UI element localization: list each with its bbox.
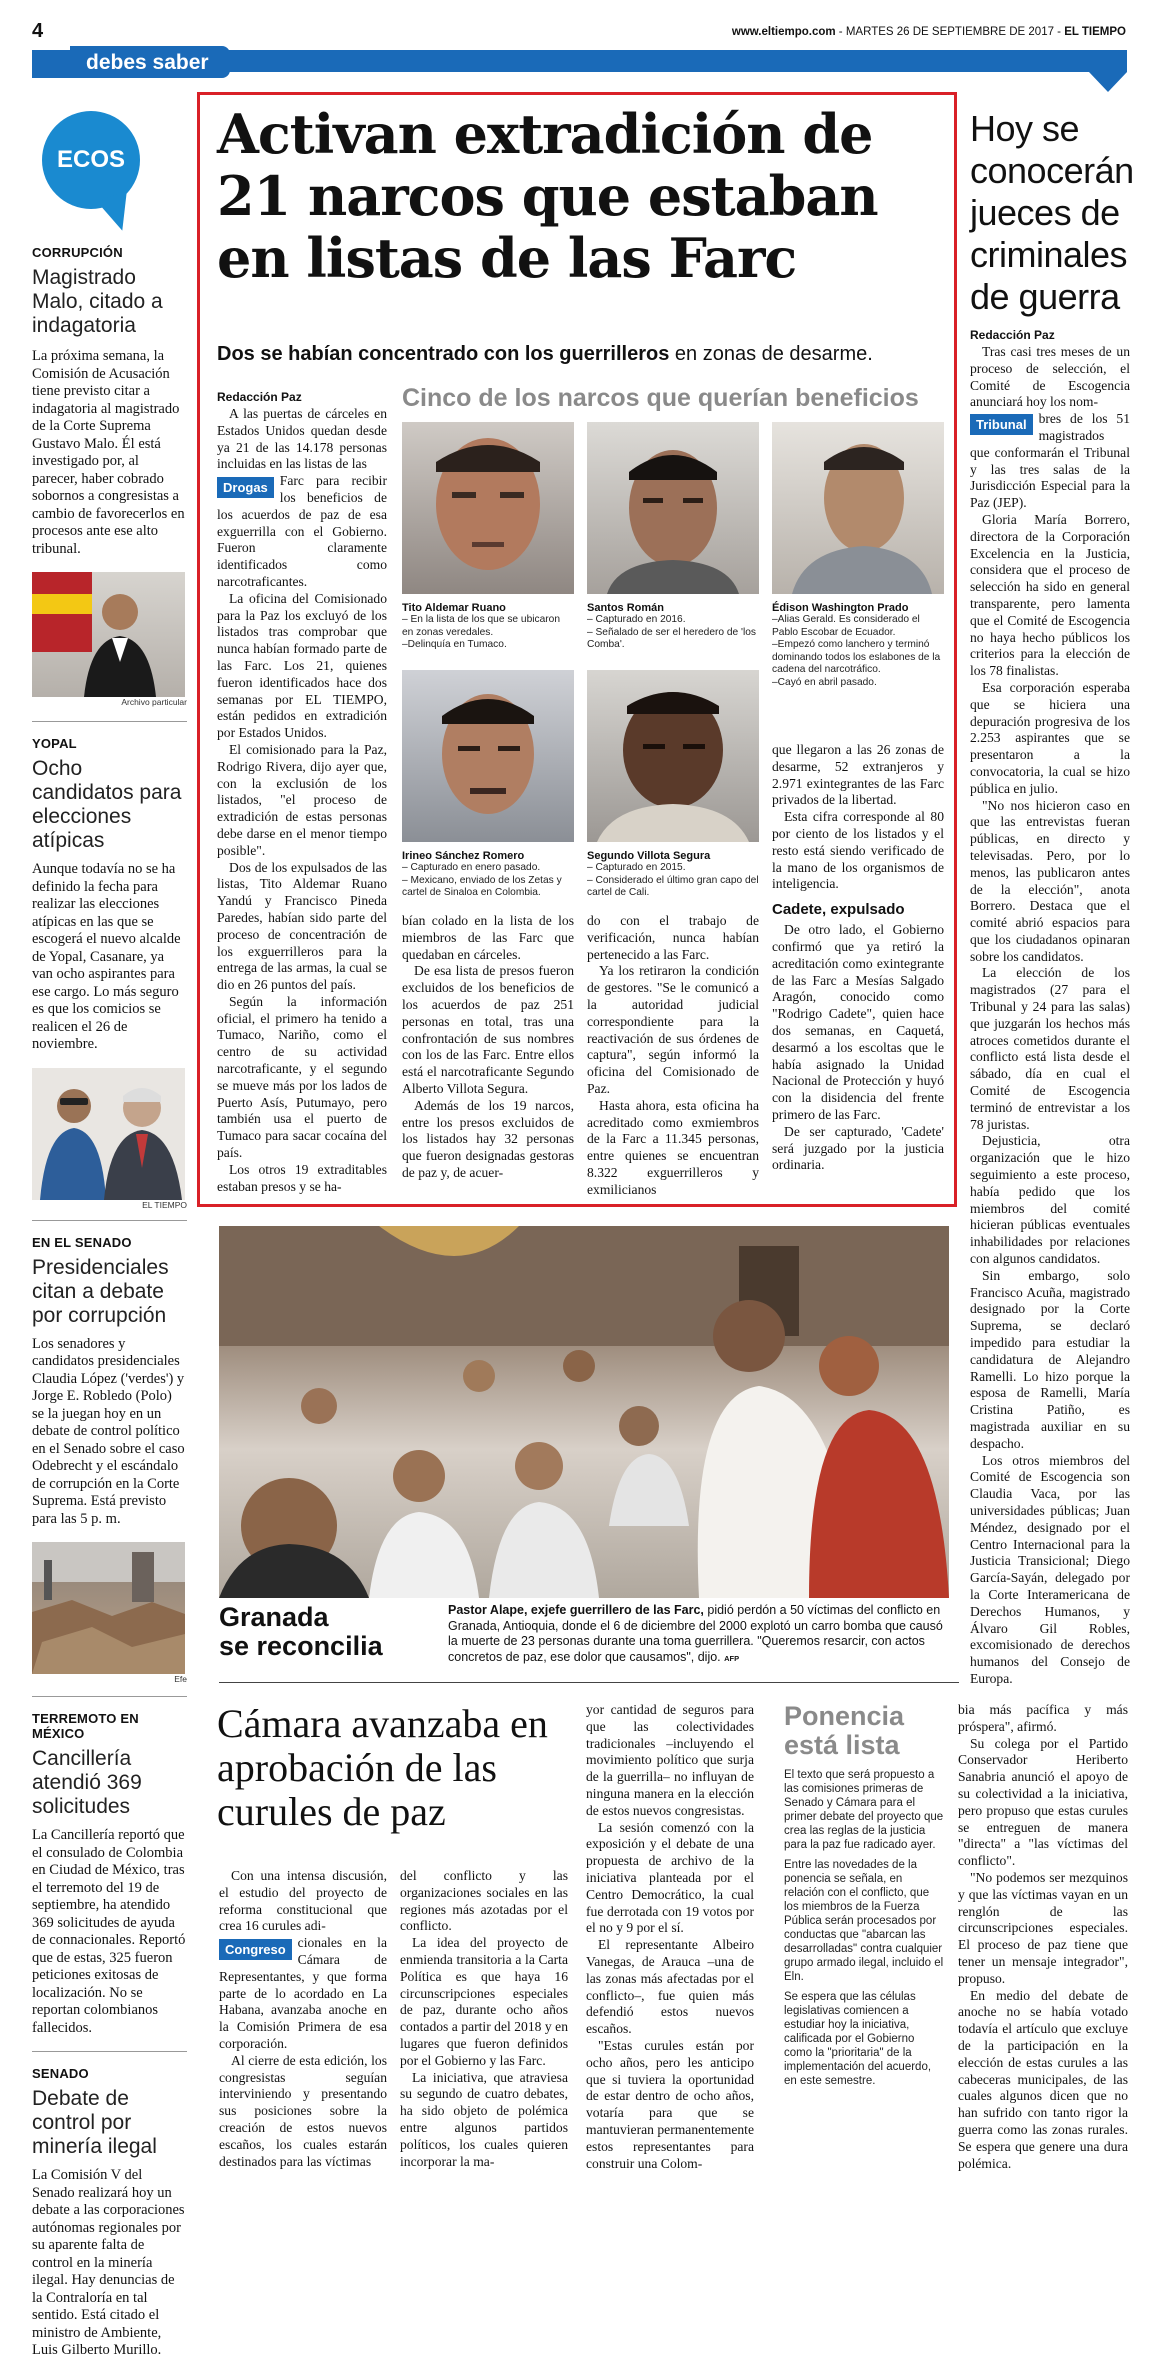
- brief-text: Aunque todavía no se ha definido la fecha para realizar las elecciones atípicas en las que se escogerá el nuevo alcalde de Yopal, Casanare, ya van ocho aspirantes para ese cargo. Lo más seguro es que los comicios se realicen el 26 de noviembre.: [32, 861, 181, 1052]
- divider: [219, 1682, 959, 1683]
- caption-text: pidió perdón a 50 víctimas del conflicto en Granada, Antioquia, donde el 6 de diciembre del 2000 explotó un carro bomba que causó la muerte de 23 personas durante una toma guerrillera. "Queremos resarcir, con actos concretos de paz, ese dolor que causamos", dijo.: [448, 1603, 943, 1664]
- bottom-col-1: [219, 1868, 387, 2170]
- paragraph: "No nos hicieron caso en que las entrevistas fueran públicas, en directo y televisadas. Pero, por lo menos, las publicaron antes de la elección", anota Borrero. Destaca que el comité abrió espacios para que los ciudadanos opinaran sobre los candidatos.: [970, 797, 1130, 964]
- paragraph: Esta cifra corresponde al 80 por ciento de los listados y el resto está siendo verificado de la mano de los organismos de inteligencia.: [772, 809, 944, 892]
- paragraph: bres de los 51 magistrados: [1038, 411, 1130, 443]
- narco-name: Segundo Villota Segura: [587, 850, 711, 862]
- paragraph: que llegaron a las 26 zonas de desarme, 52 extranjeros y 2.971 exintegrantes de las Farc privados de la libertad.: [772, 742, 944, 808]
- issue-date: MARTES 26 DE SEPTIEMBRE DE 2017: [845, 26, 1054, 38]
- narco-card: [587, 422, 759, 652]
- granada-photo: [219, 1226, 949, 1598]
- granada-caption: [448, 1603, 948, 1666]
- paragraph: A las puertas de cárceles en Estados Unidos quedan desde ya 21 de las 14.178 personas incluidas en las listas de las: [217, 406, 387, 472]
- narco-face-art: [587, 670, 759, 842]
- narco-card: [772, 422, 944, 689]
- paragraph: Ya los retiraron la condición de gestores. "Se le comunicó a la autoridad judicial correspondiente para la reactivación de sus órdenes de captura", según informó la oficina del Comisionado de Paz.: [587, 963, 759, 1096]
- paragraph: La elección de los magistrados (27 para el Tribunal y 24 para las salas) que juzgarán los hechos más atroces cometidos durante el conflicto está lista desde el sábado, día en cual el Comité de Escogencia terminó de entrevistar a los 78 juristas.: [970, 965, 1130, 1132]
- paragraph: Se espera que las células legislativas comiencen a estudiar hoy la iniciativa, calificada por el Gobierno como la "prioritaria" de la implementación del acuerdo, en este semestre.: [784, 1991, 932, 2087]
- paragraph: Su colega por el Partido Conservador Heriberto Sanabria anunció el apoyo de su colectividad a la iniciativa, pero propuso que estas curules se entreguen de manera "directa" a "las víctimas del conflicto".: [958, 1735, 1128, 1869]
- brief-text: La próxima semana, la Comisión de Acusación tiene previsto citar a indagatoria al magistrado de la Corte Suprema Gustavo Malo. Él está investigado por, al parecer, haber cobrado sobornos a congresistas a cambio de favorecerlos en procesos ante ese alto tribunal.: [32, 348, 185, 557]
- right-story: [970, 108, 1134, 1688]
- brief-headline: Presidenciales citan a debate por corrupción: [32, 1255, 169, 1327]
- paragraph: bia más pacífica y más próspera", afirmó.: [958, 1702, 1128, 1734]
- paragraph: De esa lista de presos fueron excluidos de los beneficios de los acuerdos de paz 251 personas en total, tras una confrontación de sus nombres con los de las Farc. Entre ellos está el narcotraficante Segundo Alberto Villota Segura.: [402, 963, 574, 1096]
- paragraph: De otro lado, el Gobierno confirmó que ya retiró la acreditación como exintegrante de las Farc a Mesías Salgado Aragón, conocido como "Rodrigo Cadete", quien hace dos semanas, en Caquetá, desarmó a los escoltas que le había asignado la Unidad Nacional de Protección y huyó con la disidencia del frente primero de las Farc.: [772, 922, 944, 1122]
- main-col-1: [217, 390, 387, 1195]
- paragraph: do con el trabajo de verificación, nunca habían pertenecido a las Farc.: [587, 913, 759, 962]
- narco-photo: [402, 670, 574, 842]
- subhead: Cadete, expulsado: [772, 901, 905, 919]
- paragraph: Dos de los expulsados de las listas, Tito Aldemar Ruano Yandú y Francisco Pineda Paredes, habían sido parte del proceso de concentración de los exguerrilleros para la entrega de las armas, la cual se dio en 26 puntos del país.: [217, 859, 387, 993]
- main-byline: Redacción Paz: [217, 390, 302, 404]
- divider: [32, 721, 187, 722]
- granada-photo-art: [219, 1226, 949, 1598]
- earthquake-photo-art: [32, 1542, 185, 1674]
- narco-card: [587, 670, 759, 900]
- deck-rest: en zonas de desarme.: [669, 343, 873, 365]
- narco-name: Tito Aldemar Ruano: [402, 602, 506, 614]
- section-tab: debes saber: [70, 46, 230, 78]
- deck-bold: Dos se habían concentrado con los guerrilleros: [217, 343, 670, 365]
- paragraph: bían colado en la lista de los miembros de las Farc que quedaban en cárceles.: [402, 913, 574, 962]
- photo-credit: EL TIEMPO: [142, 1199, 187, 1210]
- candidates-photo: [32, 1068, 185, 1200]
- topic-tag: Tribunal: [970, 414, 1033, 435]
- paragraph: La sesión comenzó con la exposición y el debate de una propuesta de archivo de la iniciativa planteada por el Centro Democrático, la cual fue derrotada con 19 votos por el no y 9 por el sí.: [586, 1819, 754, 1936]
- brief-headline: Cancillería atendió 369 solicitudes: [32, 1747, 142, 1818]
- paragraph: La iniciativa, que atraviesa su segundo de cuatro debates, ha sido objeto de polémica entre algunos partidos políticos, los cuales quieren incorporar la ma-: [400, 2069, 568, 2169]
- brief-headline: Magistrado Malo, citado a indagatoria: [32, 266, 163, 337]
- narco-name: Santos Román: [587, 602, 665, 614]
- brief-headline: Ocho candidatos para elecciones atípicas: [32, 757, 182, 852]
- paragraph: La idea del proyecto de enmienda transitoria a la Carta Política es que haya 16 circunscripciones especiales de paz, durante ocho años contados a partir del 2018 y en lugares que fueron definidos por el Gobierno y las Farc.: [400, 1935, 568, 2068]
- divider: [32, 1220, 187, 1221]
- paragraph: Los otros miembros del Comité de Escogencia son Claudia Vaca, por las universidades públicas; Juan Méndez, designado por el Centro Internacional para la Justicia Transicional; Diego García-Sayán, delegado por la Corte Interamericana de Derechos Humanos, y Álvaro Gil Robles, excomisionado de derechos humanos del Consejo de Europa.: [970, 1452, 1130, 1686]
- right-byline: Redacción Paz: [970, 328, 1055, 342]
- narco-face-art: [402, 670, 574, 842]
- narco-desc: – En la lista de los que se ubicaron en zonas veredales. –Delinquía en Tumaco.: [402, 614, 561, 650]
- bottom-col-2: [400, 1868, 568, 2170]
- main-col-3: [587, 913, 759, 1199]
- paragraph: yor cantidad de seguros para que las colectividades tradicionales –incluyendo el movimiento político que surja de la guerrilla– no influyan de ninguna manera en la elección de estos nuevos congresistas.: [586, 1702, 754, 1818]
- earthquake-photo: [32, 1542, 185, 1674]
- paragraph: El comisionado para la Paz, Rodrigo Rivera, dijo ayer que, con la exclusión de los listados, "el proceso de extradición de estas personas debe darse en el menor tiempo posible".: [217, 741, 387, 858]
- divider: [32, 2051, 187, 2052]
- brief-text: La Cancillería reportó que el consulado de Colombia en Ciudad de México, tras el terremoto del 19 de septiembre, ha atendido 369 solicitudes de ayuda de connacionales. Reportó que de estas, 325 fueron peticiones exitosas de localización. No se reportan colombianos fallecidos.: [32, 1827, 186, 2036]
- paragraph: Dejusticia, otra organización que le hizo seguimiento a este proceso, había pedido que los miembros del comité hicieran públicas eventuales inhabilidades por relaciones con algunos candidatos.: [970, 1133, 1130, 1267]
- narco-photo: [587, 422, 759, 594]
- brief-senado: [32, 1235, 187, 1685]
- narco-card: [402, 422, 574, 652]
- topic-tag: Drogas: [217, 477, 274, 498]
- right-headline: Hoy se conocerán jueces de criminales de guerra: [970, 108, 1134, 317]
- main-headline: Activan extradición de 21 narcos que estaban en listas de las Farc: [217, 102, 878, 290]
- paragraph: Esa corporación esperaba que se hiciera una depuración progresiva de los 2.253 aspirantes que se presentaron a la convocatoria, la cual se hizo pública en julio.: [970, 679, 1130, 796]
- narco-desc: – Capturado en 2015. – Considerado el último gran capo del cartel de Cali.: [587, 862, 759, 898]
- photo-credit: Efe: [174, 1674, 187, 1684]
- narco-photo: [587, 670, 759, 842]
- brief-mexico: [32, 1711, 187, 2037]
- box-text: [784, 1768, 944, 2088]
- bottom-col-3: [586, 1702, 754, 2172]
- paragraph: "No podemos ser mezquinos y que las víctimas vayan en un renglón de las circunscripciones especiales. El proceso de paz tiene que tener un mensaje integrador", propuso.: [958, 1869, 1128, 1986]
- brief-text: La Comisión V del Senado realizará hoy un debate a las corporaciones autónomas regionales por su aparente falta de control en la minería ilegal. Hay denuncias de la Contraloría en tal sentido. Está citado el ministro de Ambiente, Luis Gilberto Murillo.: [32, 2167, 185, 2358]
- narco-desc: – Capturado en enero pasado. – Mexicano, enviado de los Zetas y cartel de Sinaloa en Colombia.: [402, 862, 562, 898]
- candidates-photo-art: [32, 1068, 185, 1200]
- bottom-headline: Cámara avanzaba en aprobación de las curules de paz: [217, 1701, 548, 1834]
- main-col-2: [402, 913, 574, 1182]
- narco-name: Édison Washington Prado: [772, 602, 909, 614]
- sidebar-column: [32, 245, 187, 2360]
- photo-credit: AFP: [724, 1653, 740, 1663]
- paragraph: El representante Albeiro Vanegas, de Arauca –una de las zonas más afectadas por el conflicto–, fue quien más defendió estos nuevos escaños.: [586, 1937, 754, 2037]
- brief-yopal: [32, 736, 187, 1210]
- brief-mineria: [32, 2066, 187, 2360]
- page-number: 4: [32, 20, 44, 42]
- paragraph: "Estas curules están por ocho años, pero les anticipo que si tuviera la oportunidad de estar dentro de ocho años, votaría para que se mantuvieran permanentemente estos representantes para construir una Colom-: [586, 2037, 754, 2171]
- granada-headline: [219, 1603, 409, 1661]
- paragraph: Entre las novedades de la ponencia se señala, en relación con el conflicto, que los miembros de la Fuerza Pública serán procesados por conductas que "abarcan las desarrolladas" contra cualquier grupo armado ilegal, incluido el Eln.: [784, 1859, 944, 1983]
- paragraph: Además de los 19 narcos, entre los presos excluidos de los listados hay 32 personas que fueron designadas gestoras de paz y, de acuer-: [402, 1097, 574, 1180]
- narco-name: Irineo Sánchez Romero: [402, 850, 525, 862]
- brief-corrupcion: [32, 245, 187, 707]
- paragraph: del conflicto y las organizaciones sociales en las regiones más azotadas por el conflicto.: [400, 1868, 568, 1934]
- granada-headline-line2: se reconcilia: [219, 1631, 383, 1661]
- bottom-col-5: [958, 1702, 1128, 2172]
- right-story-text: [970, 344, 1130, 1688]
- caption-bold: Pastor Alape, exjefe guerrillero de las Farc,: [448, 1603, 704, 1617]
- main-col-1-text: [217, 406, 387, 1195]
- section-bar-arrow: [1089, 72, 1127, 92]
- narco-desc: –Alias Gerald. Es considerado el Pablo Escobar de Ecuador. –Empezó como lanchero y terminó dominando todos los eslabones de la cadena del narcotráfico. –Cayó en abril pasado.: [772, 614, 941, 688]
- sidebar-box-ponencia: [770, 1702, 950, 2164]
- site-url: www.eltiempo.com: [731, 26, 836, 38]
- gallery-title: Cinco de los narcos que querían beneficios: [402, 384, 919, 412]
- narco-face-art: [587, 422, 759, 594]
- narco-photo: [772, 422, 944, 594]
- paragraph: Tras casi tres meses de un proceso de selección, el Comité de Escogencia anunciará hoy los nom-: [970, 344, 1130, 410]
- paragraph: Gloria María Borrero, directora de la Corporación Excelencia en la Justicia, considera que el proceso de selección ha sido en general transparente, pero lamenta que el Comité de Escogencia no haya hecho públicos los criterios para la elección de los 78 finalistas.: [970, 511, 1130, 679]
- paragraph: que conformarán el Tribunal y las tres salas de la Jurisdicción Especial para la Paz (JEP).: [970, 444, 1130, 511]
- main-deck: [217, 343, 937, 366]
- box-title: Ponencia está lista: [784, 1701, 905, 1760]
- brief-category: CORRUPCIÓN: [32, 245, 123, 260]
- paragraph: Al cierre de esta edición, los congresistas seguían interviniendo y presentando sus posiciones sobre la creación de estos nuevos escaños, los cuales estarán destinados para las víctimas: [219, 2052, 387, 2169]
- brief-category: EN EL SENADO: [32, 1234, 132, 1250]
- paragraph: La oficina del Comisionado para la Paz los excluyó de los listados tras comprobar que nunca habían formado parte de las Farc. Los 21, quienes fueron identificados hace dos semanas por EL TIEMPO, están pedidos en extradición por Estados Unidos.: [217, 590, 387, 741]
- paragraph: Hasta ahora, esta oficina ha acreditado como exmiembros de la Farc a 11.345 personas, entre quienes se encuentran 8.322 exguerrilleros y exmilicianos: [587, 1097, 759, 1197]
- magistrate-photo: [32, 572, 185, 697]
- magistrate-photo-art: [32, 572, 185, 697]
- paragraph: Según la información oficial, el primero ha tenido a Tumaco, Nariño, como el centro de su actividad narcotraficante, y el segundo se mueve más por los lados de Puerto Asís, Putumayo, pero también usa el puerto de Tumaco para sacar cocaína del país.: [217, 993, 387, 1161]
- paragraph: De ser capturado, 'Cadete' será juzgado por la justicia ordinaria.: [772, 1123, 944, 1173]
- divider: [32, 1696, 187, 1697]
- paragraph: El texto que será propuesto a las comisiones primeras de Senado y Cámara para el primer debate del proyecto que crea las reglas de la justicia para la paz fue radicado ayer.: [784, 1769, 944, 1851]
- brief-text: Los senadores y candidatos presidenciales Claudia López ('verdes') y Jorge E. Robledo (Polo) se la juegan hoy en un debate de control político en el Senado sobre el caso Odebrecht y el escándalo de corrupción en la Corte Suprema. Está previsto para las 5 p. m.: [32, 1335, 185, 1527]
- granada-headline-line1: Granada: [219, 1602, 329, 1632]
- page-dateline: www.eltiempo.com - MARTES 26 DE SEPTIEMBRE DE 2017 - EL TIEMPO: [731, 26, 1126, 38]
- paragraph: Farc para recibir los beneficios de los acuerdos de paz de esa exguerrilla con el Gobierno. Fueron claramente identificados como narcotraficantes.: [217, 473, 387, 589]
- paper-name: EL TIEMPO: [1064, 26, 1126, 38]
- paragraph: Sin embargo, solo Francisco Acuña, magistrado designado por la Corte Suprema, se declaró impedido para estudiar la candidatura de Alejandro Ramelli. Lo hizo porque la esposa de Ramelli, María Cristina Patiño, es magistrada auxiliar en su despacho.: [970, 1267, 1130, 1451]
- narco-face-art: [402, 422, 574, 594]
- narco-desc: – Capturado en 2016. – Señalado de ser el heredero de 'los Comba'.: [587, 614, 757, 650]
- paragraph: cionales en la Cámara de Representantes, y que forma parte de lo acordado en La Habana, avanzaba anoche en la Comisión Primera de esa corporación.: [219, 1935, 387, 2051]
- ecos-logo: ECOS: [42, 111, 140, 209]
- paragraph: Los otros 19 extraditables estaban presos y se ha-: [217, 1161, 387, 1194]
- main-col-4: [772, 742, 944, 1174]
- photo-credit: Archivo particular: [121, 697, 187, 707]
- brief-category: SENADO: [32, 2066, 89, 2081]
- paragraph: En medio del debate de anoche no se había votado todavía el artículo que excluye de la participación en la elección de estas curules a las cabeceras municipales, de las cuales algunos dicen que no han sufrido con tanto rigor la guerra como las zonas rurales. Se espera que genere una dura polémica.: [958, 1987, 1128, 2171]
- narco-card: [402, 670, 574, 900]
- paragraph: Con una intensa discusión, el estudio del proyecto de reforma constitucional que crea 16 curules adi-: [219, 1868, 387, 1934]
- narco-photo: [402, 422, 574, 594]
- brief-category: YOPAL: [32, 736, 77, 751]
- topic-tag: Congreso: [219, 1939, 292, 1960]
- narco-face-art: [772, 422, 944, 594]
- brief-category: TERREMOTO EN MÉXICO: [32, 1711, 139, 1741]
- brief-headline: Debate de control por minería ilegal: [32, 2087, 157, 2158]
